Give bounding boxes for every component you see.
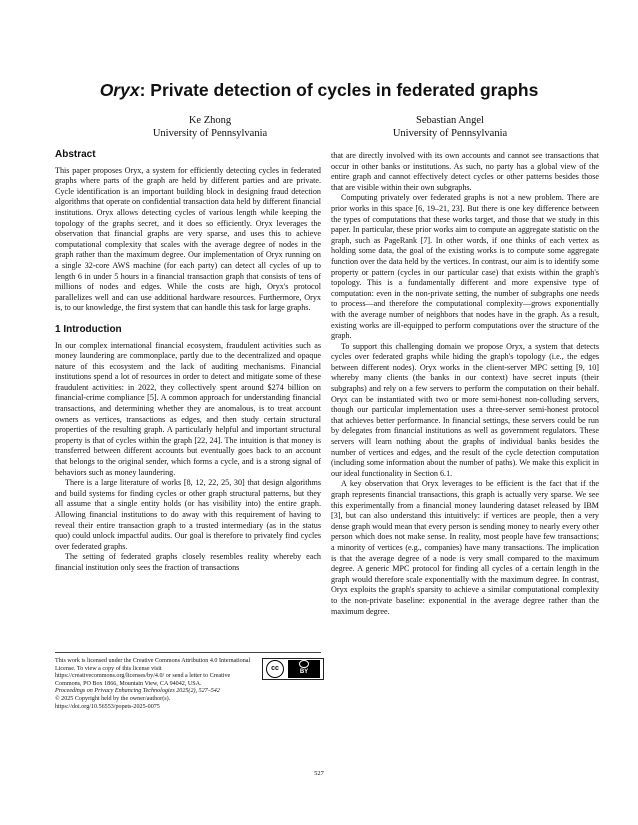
author-affiliation: University of Pennsylvania	[152, 128, 268, 139]
abstract-text: This paper proposes Oryx, a system for efficiently detecting cycles in federated graphs where parts of the graph are held by different parties and are private. Cycle identification is an important building block in designing fraud detection algorithms that operate on confidential transaction data held by different financial institutions. Oryx allows detecting cycles of various length while keeping the topology of the graphs secret, and it does so efficiently. Oryx leverages the observation that financial graphs are very sparse, and uses this to achieve computational complexity that scales with the average degree of nodes in the graph rather than the maximum degree. Our implementation of Oryx running on a single 32-core AWS machine (for each party) can detect all cycles of up to length 6 in under 5 hours in a financial transaction graph that consists of tens of millions of nodes and edges. While the costs are high, Oryx's protocol parallelizes well and can use additional hardware resources. Furthermore, Oryx is, to our knowledge, the first system that can handle this task for large graphs.	[55, 165, 321, 313]
page-number: 527	[314, 770, 324, 777]
author-name: Ke Zhong	[188, 115, 232, 126]
author-block	[120, 114, 300, 140]
right-column	[331, 151, 599, 617]
left-column	[55, 150, 321, 574]
by-icon: BY	[288, 660, 320, 678]
cc-icon: cc	[266, 660, 284, 678]
author-affiliation: University of Pennsylvania	[392, 128, 508, 139]
author-block	[350, 114, 550, 140]
license-text: This work is licensed under the Creative Commons Attribution 4.0 International License. To view a copy of this license visit https://creativecommons.org/licenses/by/4.0/ or send a letter to Creative Commons, PO Box 1866, Mountain View, CA 94042, USA.	[55, 658, 251, 687]
title-rest: : Private detection of cycles in federated graphs	[139, 80, 539, 100]
paper-title	[0, 80, 638, 101]
title-emph: Oryx	[99, 80, 140, 100]
intro-heading: 1 Introduction	[55, 323, 122, 335]
doi-link[interactable]: https://doi.org/10.56553/popets-2025-0075	[55, 703, 160, 710]
abstract-heading: Abstract	[55, 149, 96, 160]
body-paragraph: A key observation that Oryx leverages to be efficient is the fact that if the graph represents financial transactions, this graph is actually very sparse. We see this experimentally from a financial money laundering dataset released by IBM [3], but can also understand this intuitively: if vertices are people, then a very dense graph would mean that every person is sending money to nearly every other person which does not make sense. In reality, most people have few transactions; a minority of vertices (e.g., companies) have many transactions. The implication is that the average degree of a node is very small compared to the maximum degree. A generic MPC protocol for finding all cycles of a certain length in the graph would therefore scale exponentially with the maximum degree. In contrast, Oryx exploits the graph's sparsity to achieve a similar computational complexity to the non-private baseline: exponential in the average degree rather than the maximum degree.	[331, 479, 599, 616]
copyright-line: © 2025 Copyright held by the owner/author(s).	[55, 695, 171, 702]
body-paragraph: To support this challenging domain we propose Oryx, a system that detects cycles over federated graphs while hiding the graph's topology (i.e., the edges between different nodes). Oryx works in the client-server MPC setting [9, 10] whereby many clients (the banks in our context) have secret inputs (their subgraphs) and rely on a few servers to perform the computation on their behalf. Oryx can be instantiated with two or more semi-honest non-colluding servers, though our particular implementation uses a three-server semi-honest protocol that achieves better performance. In financial settings, these servers could be run by delegates from financial institutions as well as government regulators. These servers will learn nothing about the graphs of individual banks besides the number of vertices and edges, and the result of the cycle detection computation (including some information about the number of paths). We make this explicit in our ideal functionality in Section 6.1.	[331, 341, 599, 478]
intro-paragraph: There is a large literature of works [8, 12, 22, 25, 30] that design algorithms and build systems for finding cycles or other graph structural patterns, but they all assume that a single entity holds (or has visibility into) the entire graph. Allowing financial institutions to do away with this requirement of having to reveal their entire transaction graph to a trusted intermediary (as in the status quo) could unlock impactful audits. Our goal is therefore to privately find cycles over federated graphs.	[55, 478, 321, 551]
proceedings-line: Proceedings on Privacy Enhancing Technologies 2025(2), 527–542	[55, 688, 220, 695]
body-paragraph: Computing privately over federated graphs is not a new problem. There are prior works in this space [6, 19–21, 23]. But there is one key difference between the types of computations that these works target, and those that we study in this paper. In particular, these prior works aim to compute an aggregate statistic on the graph, such as PageRank [7]. In other words, if one thinks of each vertex as holding some data, the goal of the existing works is to compute some aggregate function over the data held by the vertices. In contrast, our aim is to identify some property or pattern (cycles in our particular case) that exists within the graph's topology. This is a fundamentally different and more expensive type of computation: even in the non-private setting, the number of subgraphs one needs to process—and therefore the computational complexity—grows exponentially with the average number of neighbors that nodes have in the graph. As a result, existing works are ill-equipped to perform computations over the structure of the graph.	[331, 193, 599, 341]
footnote-rule	[55, 652, 321, 653]
cc-by-badge	[262, 658, 324, 680]
footnote	[55, 658, 321, 711]
body-paragraph: that are directly involved with its own accounts and cannot see transactions that occur in other banks or institutions. As such, no party has a global view of the entire graph and cannot effectively detect cycles or other patterns besides those that are visible within their own subgraphs.	[331, 151, 599, 192]
intro-paragraph: The setting of federated graphs closely resembles reality whereby each financial institution only sees the fraction of transactions	[55, 552, 321, 572]
author-name: Sebastian Angel	[416, 115, 484, 126]
intro-paragraph: In our complex international financial ecosystem, fraudulent activities such as money laundering are commonplace, partly due to the decentralized and opaque nature of this ecosystem and the lack of auditing mechanisms. Financial institutions spend a lot of resources in order to detect and mitigate some of these fraudulent activities: in 2022, they collectively spent around $274 billion on financial-crime compliance [5]. A common approach for understanding financial transactions, and determining whether they are anomalous, is to treat account owners as vertices, transactions as edges, and then study certain structural properties of the resulting graph. A particularly helpful and important structural property is that of cycles within the graph [22, 24]. The intuition is that money is transferred between different accounts but eventually goes back to an account that belongs to the original sender, which forms a cycle, and is a strong signal of behaviors such as money laundering.	[55, 340, 321, 477]
